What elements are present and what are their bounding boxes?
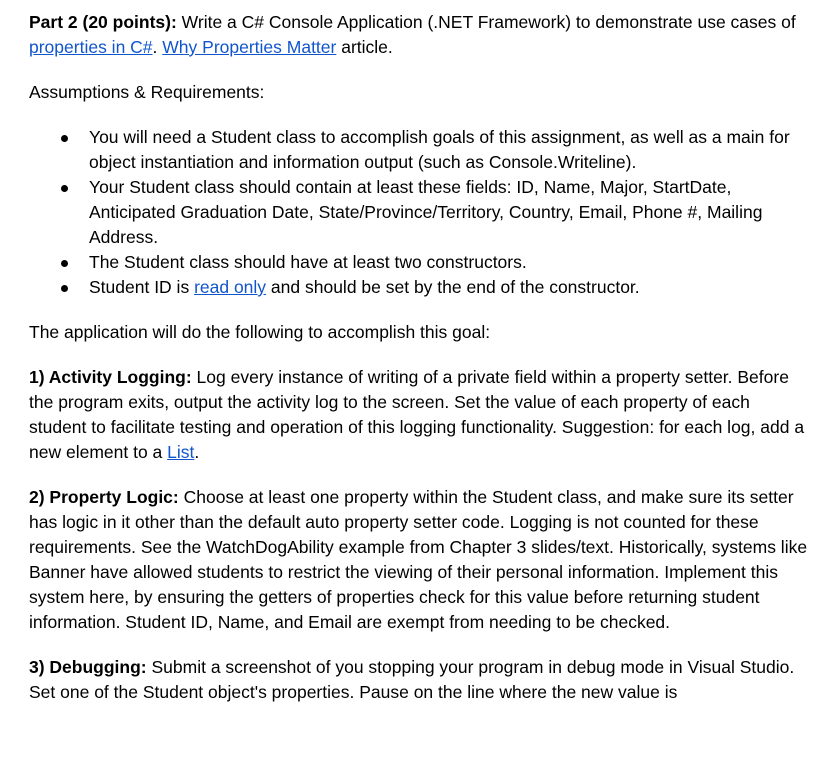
goal-intro: The application will do the following to accomplish this goal: bbox=[29, 322, 491, 342]
bullet-icon bbox=[61, 185, 68, 192]
list-item-text: You will need a Student class to accomplish goals of this assignment, as well as a main for object instantiation and information output (such as Console.Writeline). bbox=[89, 127, 790, 172]
section-heading: 2) Property Logic: bbox=[29, 487, 179, 507]
requirements-list bbox=[29, 125, 809, 300]
section-text-end: . bbox=[194, 442, 200, 462]
intro-separator: . bbox=[152, 37, 163, 57]
properties-link[interactable]: properties in C# bbox=[29, 37, 153, 57]
list-item-text: The Student class should have at least two constructors. bbox=[89, 252, 527, 272]
activity-logging-section bbox=[29, 365, 809, 465]
bullet-icon bbox=[61, 135, 68, 142]
section-heading: 3) Debugging: bbox=[29, 657, 147, 677]
section-text: Submit a screenshot of you stopping your program in debug mode in Visual Studio. Set one of the Student object's properties. Pause on the line where the new value is bbox=[29, 657, 795, 702]
section-text: Log every instance of writing of a private field within a property setter. Before the program exits, output the activity log to the screen. Set the value of each property of each student to facilitate testing and operation of this logging functionality. Suggestion: for each log, add a new element to a bbox=[29, 367, 805, 462]
intro-text: Write a C# Console Application (.NET Framework) to demonstrate use cases of bbox=[176, 12, 796, 32]
bullet-icon bbox=[61, 285, 68, 292]
intro-paragraph bbox=[29, 10, 809, 60]
list-item bbox=[29, 275, 809, 300]
why-properties-matter-link[interactable]: Why Properties Matter bbox=[162, 37, 337, 57]
list-item-text: Student ID is bbox=[89, 277, 195, 297]
section-text: Choose at least one property within the Student class, and make sure its setter has logic in it other than the default auto property setter code. Logging is not counted for these requirements. See the WatchDogAbility example from Chapter 3 slides/text. Historically, systems like Banner have allowed students to restrict the viewing of their personal information. Implement this system here, by ensuring the getters of properties check for this value before returning student information. Student ID, Name, and Email are exempt from needing to be checked. bbox=[29, 487, 808, 632]
property-logic-section bbox=[29, 485, 809, 635]
list-item bbox=[29, 125, 809, 175]
list-item bbox=[29, 175, 809, 250]
assumptions-heading: Assumptions & Requirements: bbox=[29, 82, 265, 102]
list-item-text: Your Student class should contain at least these fields: ID, Name, Major, StartDate, Anticipated Graduation Date, State/Province/Territory, Country, Email, Phone #, Mailing Address. bbox=[89, 177, 763, 247]
intro-text-end: article. bbox=[336, 37, 393, 57]
document-body bbox=[29, 10, 809, 725]
list-link[interactable]: List bbox=[167, 442, 195, 462]
debugging-section bbox=[29, 655, 809, 705]
bullet-icon bbox=[61, 260, 68, 267]
section-heading: 1) Activity Logging: bbox=[29, 367, 192, 387]
read-only-link[interactable]: read only bbox=[194, 277, 267, 297]
part-heading: Part 2 (20 points): bbox=[29, 12, 177, 32]
list-item bbox=[29, 250, 809, 275]
list-item-text-end: and should be set by the end of the constructor. bbox=[266, 277, 640, 297]
